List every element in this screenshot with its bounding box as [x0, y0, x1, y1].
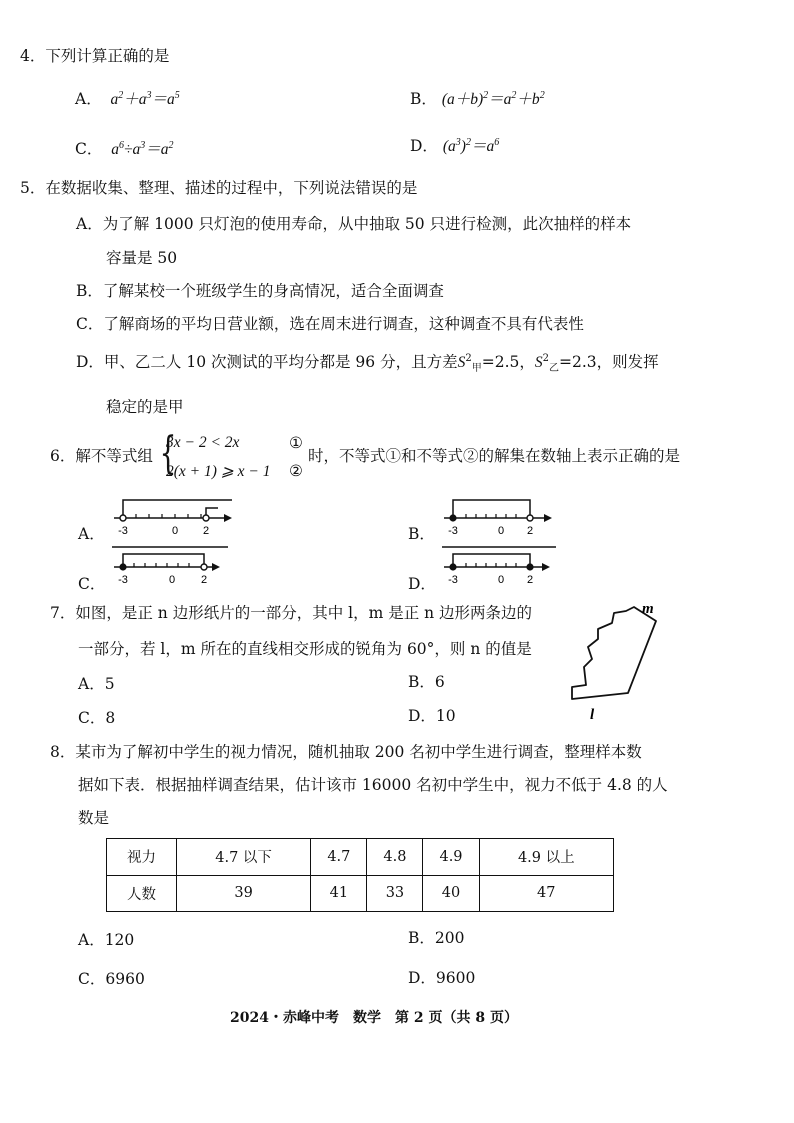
q5-option-d-text: D．甲、乙二人 10 次测试的平均分都是 96 分，且方差 [76, 353, 458, 371]
q6-c-tick-0: 0 [168, 574, 176, 586]
table-cell: 39 [176, 875, 310, 912]
q6-option-d-label[interactable]: D． [408, 575, 436, 593]
q6-option-b-svg [440, 492, 560, 537]
q7-option-b[interactable]: B．6 [408, 673, 445, 691]
table-cell: 4.7 [311, 839, 367, 876]
q7-label-l: l [590, 707, 595, 723]
q4-stem: 4．下列计算正确的是 [20, 47, 170, 65]
q7-option-c[interactable]: C．8 [78, 709, 116, 727]
table-header-vision: 视力 [107, 839, 177, 876]
q4-option-c[interactable] [75, 137, 173, 159]
table-cell: 40 [423, 875, 479, 912]
q6-d-tick-neg3: -3 [448, 574, 458, 586]
table-cell: 4.9 以上 [479, 839, 613, 876]
q8-line1: 8．某市为了解初中学生的视力情况，随机抽取 200 名初中学生进行调查，整理样本数 [50, 743, 642, 761]
q4-option-c-expr: $a^6\div a^3=a^2$ [107, 140, 174, 158]
q7-option-a[interactable]: A．5 [78, 675, 115, 693]
q8-line2: 据如下表．根据抽样调查结果，估计该市 16000 名初中学生中，视力不低于 4.8 的人 [78, 776, 668, 794]
q4-option-b-expr: $(a+b)^2=a^2+b^2$ [441, 90, 545, 108]
q4-option-c-label: C． [75, 140, 103, 158]
q5-variance-value-1: =2.5， [481, 353, 535, 371]
page-footer: 2024・赤峰中考 数学 第 2 页（共 8 页） [230, 1010, 518, 1026]
q6-mark-2: ② [289, 462, 303, 480]
q6-d-tick-0: 0 [497, 574, 505, 586]
q4-option-a-label: A． [75, 90, 102, 108]
q7-line2: 一部分，若 l，m 所在的直线相交形成的锐角为 60°，则 n 的值是 [78, 640, 532, 658]
q5-option-c[interactable]: C．了解商场的平均日营业额，选在周末进行调查，这种调查不具有代表性 [76, 315, 584, 333]
q8-option-d[interactable]: D．9600 [408, 969, 476, 987]
table-cell: 4.8 [367, 839, 423, 876]
table-header-count: 人数 [107, 875, 177, 912]
q6-b-tick-0: 0 [497, 525, 505, 537]
q4-option-d-expr: $(a^3)^2=a^6$ [442, 137, 500, 155]
q6-option-c-svg [110, 541, 240, 586]
q6-b-tick-neg3: -3 [448, 525, 458, 537]
q5-variance-sub-1: 甲 [471, 363, 482, 375]
q4-option-b[interactable] [410, 87, 545, 109]
q5-sup-1: 2 [465, 353, 472, 364]
q6-inequality-2: 2(x + 1) ⩾ x − 1 [166, 463, 271, 480]
q5-variance-symbol-2: S [534, 354, 543, 371]
q6-c-tick-2: 2 [200, 574, 208, 586]
q6-d-tick-2: 2 [526, 574, 534, 586]
q6-tail: 时，不等式①和不等式②的解集在数轴上表示正确的是 [308, 447, 681, 465]
q4-option-d[interactable] [410, 134, 499, 156]
table-cell: 47 [479, 875, 613, 912]
q8-vision-table [106, 838, 614, 912]
q6-mark-1: ① [289, 434, 303, 452]
q6-option-c-label[interactable]: C． [78, 575, 106, 593]
q6-option-a-numberline[interactable] [110, 492, 240, 541]
q5-option-b[interactable]: B．了解某校一个班级学生的身高情况，适合全面调查 [76, 282, 444, 300]
q8-line3: 数是 [78, 809, 110, 827]
q5-variance-symbol-1: S [457, 354, 466, 371]
q7-polygon-figure [548, 597, 668, 731]
q5-variance-sub-2: 乙 [548, 363, 559, 375]
q6-option-a-svg [110, 492, 240, 537]
q8-option-b[interactable]: B．200 [408, 929, 465, 947]
q6-option-d-svg [440, 541, 560, 586]
q5-option-d-line2: 稳定的是甲 [106, 398, 184, 416]
q4-option-b-label: B． [410, 90, 437, 108]
table-row [107, 839, 614, 876]
q5-option-a-line1[interactable]: A．为了解 1000 只灯泡的使用寿命，从中抽取 50 只进行检测，此次抽样的样本 [76, 215, 632, 233]
q5-stem: 5．在数据收集、整理、描述的过程中，下列说法错误的是 [20, 179, 418, 197]
q6-inequality-1: 3x − 2 < 2x [166, 434, 240, 451]
q6-a-tick-neg3: -3 [118, 525, 128, 537]
q6-b-tick-2: 2 [526, 525, 534, 537]
q6-option-d-numberline[interactable] [440, 541, 560, 590]
q8-option-a[interactable]: A．120 [78, 931, 135, 949]
q6-c-tick-neg3: -3 [118, 574, 128, 586]
table-cell: 41 [311, 875, 367, 912]
q6-option-a-label[interactable]: A． [78, 525, 105, 543]
table-row [107, 875, 614, 912]
q4-option-a[interactable] [75, 87, 180, 109]
q5-option-a-line2: 容量是 50 [106, 249, 178, 267]
q6-brace: { [159, 428, 177, 479]
q4-option-d-label: D． [410, 137, 438, 155]
q8-option-c[interactable]: C．6960 [78, 970, 145, 988]
q6-lead: 6．解不等式组 [50, 447, 153, 465]
q4-option-a-expr: $a^2+a^3=a^5$ [106, 90, 180, 108]
q6-option-c-numberline[interactable] [110, 541, 240, 590]
table-cell: 33 [367, 875, 423, 912]
q5-variance-value-2: =2.3，则发挥 [558, 353, 659, 371]
q7-figure-svg [548, 597, 668, 727]
table-cell: 4.9 [423, 839, 479, 876]
q7-label-m: m [642, 601, 654, 617]
table-cell: 4.7 以下 [176, 839, 310, 876]
q5-sup-2: 2 [542, 353, 549, 364]
q7-option-d[interactable]: D．10 [408, 707, 456, 725]
q5-option-d-line1[interactable] [76, 350, 659, 374]
q6-a-tick-2: 2 [202, 525, 210, 537]
q6-a-tick-0: 0 [171, 525, 179, 537]
q6-option-b-numberline[interactable] [440, 492, 560, 541]
q7-line1: 7．如图，是正 n 边形纸片的一部分，其中 l，m 是正 n 边形两条边的 [50, 604, 533, 622]
q6-option-b-label[interactable]: B． [408, 525, 435, 543]
